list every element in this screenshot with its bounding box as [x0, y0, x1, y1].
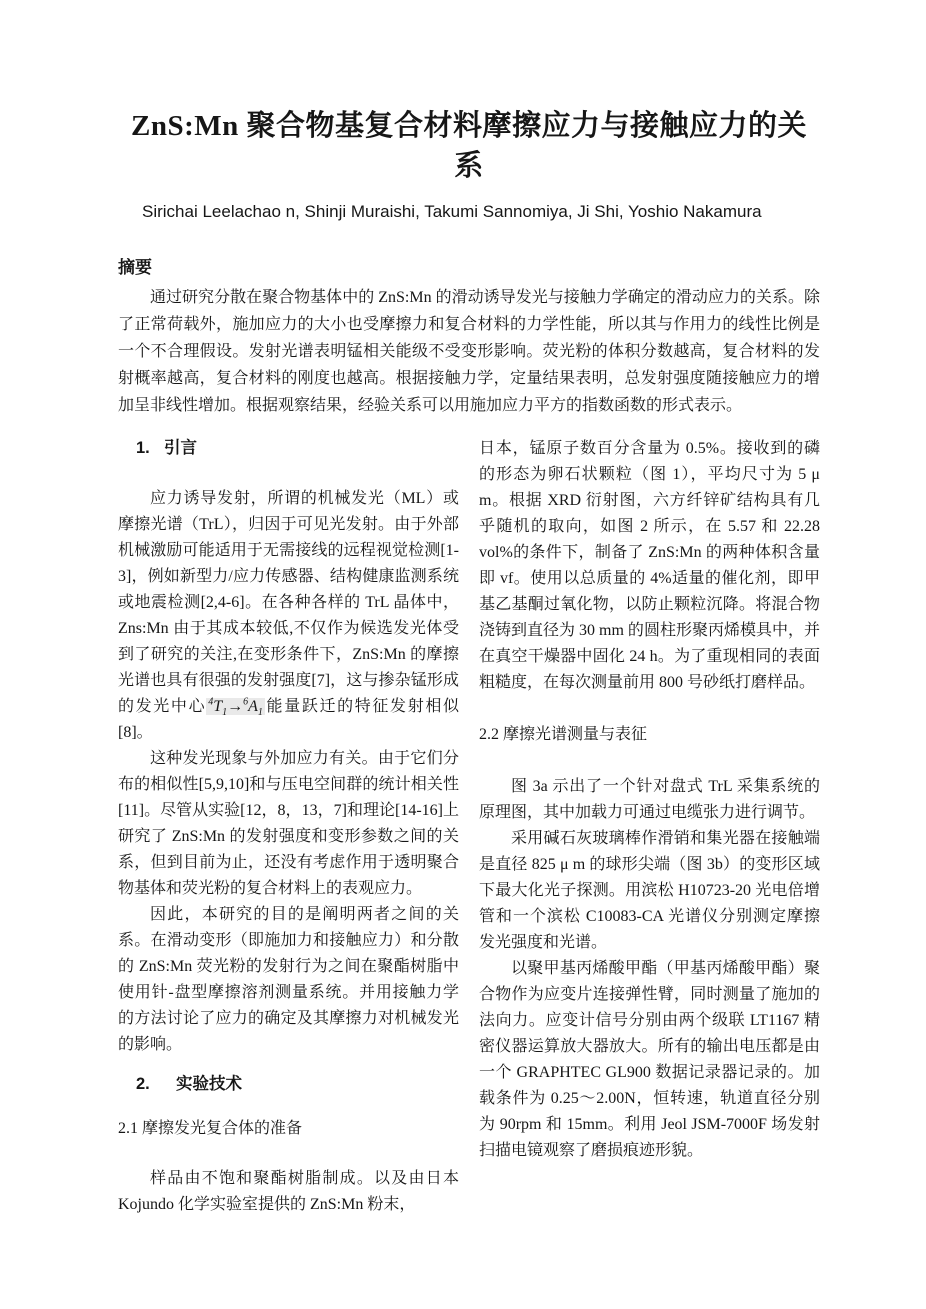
formula-arrow-icon: → — [227, 698, 244, 715]
intro-paragraph-2: 这种发光现象与外加应力有关。由于它们分布的相似性[5,9,10]和与压电空间群的统计相关性[11]。尽管从实验[12，8，13，7]和理论[14-16]上研究了 ZnS:Mn 的发射强度和变形参数之间的关系，但到目前为止，还没有考虑作用于透明聚合物基体和荧光粉的复合材料上的表观应力。 — [118, 750, 459, 897]
mn-transition-formula — [206, 696, 265, 719]
preparation-paragraph-continued: 日本，锰原子数百分含量为 0.5%。接收到的磷的形态为卵石状颗粒（图 1），平均尺寸为 5 μ m。根据 XRD 衍射图，六方纤锌矿结构具有几乎随机的取向，如图 2 所示，在 5.57 和 22.28 vol%的条件下，制备了 ZnS:Mn 的两种体积含量即 vf。使用以总质量的 4%适量的催化剂，即甲基乙基酮过氧化物，以防止颗粒沉降。将混合物浇铸到直径为 30 mm 的圆柱形聚丙烯模具中，并在真空干燥器中固化 24 h。为了重现相同的表面粗糙度，在每次测量前用 800 号砂纸打磨样品。 — [479, 440, 820, 691]
section-2-title: 实验技术 — [176, 1075, 242, 1093]
formula-sub-1b: 1 — [257, 707, 263, 719]
section-2-2-heading: 2.2 摩擦光谱测量与表征 — [479, 726, 648, 743]
authors-line: Sirichai Leelachao n, Shinji Muraishi, Takumi Sannomiya, Ji Shi, Yoshio Nakamura — [142, 202, 762, 221]
intro-paragraph-3: 因此，本研究的目的是阐明两者之间的关系。在滑动变形（即施加力和接触应力）和分散的 ZnS:Mn 荧光粉的发射行为之间在聚酯树脂中使用针-盘型摩擦溶剂测量系统。并用接触力学的方法讨论了应力的确定及其摩擦力对机械发光的影响。 — [118, 906, 459, 1053]
abstract-paragraph: 通过研究分散在聚合物基体中的 ZnS:Mn 的滑动诱导发光与接触力学确定的滑动应力的关系。除了正常荷载外，施加应力的大小也受摩擦力和复合材料的力学性能，所以其与作用力的线性比例是一个不合理假设。发射光谱表明锰相关能级不受变形影响。荧光粉的体积分数越高，复合材料的发射概率越高，复合材料的刚度也越高。根据接触力学，定量结果表明，总发射强度随接触应力的增加呈非线性增加。根据观察结果，经验关系可以用施加应力平方的指数函数的形式表示。 — [118, 289, 820, 414]
paper-title: ZnS:Mn 聚合物基复合材料摩擦应力与接触应力的关系 — [130, 110, 807, 182]
intro-paragraph-1-text-b: 能量跃迁的特征发射相似[8]。 — [118, 698, 459, 741]
section-1-number: 1. — [136, 439, 150, 457]
abstract-heading: 摘要 — [118, 258, 152, 277]
section-1-title: 引言 — [164, 439, 197, 457]
measurement-paragraph-3: 以聚甲基丙烯酸甲酯（甲基丙烯酸甲酯）聚合物作为应变片连接弹性臂，同时测量了施加的法向力。应变计信号分别由两个级联 LT1167 精密仪器运算放大器放大。所有的输出电压都是由一个 GRAPHTEC GL900 数据记录器记录的。加载条件为 0.25～2.00N，恒转速，轨道直径分别为 90rpm 和 15mm。利用 Jeol JSM-7000F 场发射扫描电镜观察了磨损痕迹形貌。 — [479, 960, 820, 1159]
formula-sup-6: 6 — [243, 696, 249, 708]
page-content — [118, 106, 820, 1218]
measurement-paragraph-2: 采用碱石灰玻璃棒作滑销和集光器在接触端是直径 825 μ m 的球形尖端（图 3b）的变形区域下最大化光子探测。用滨松 H10723-20 光电倍增管和一个滨松 C10083-CA 光谱仪分别测定摩擦发光强度和光谱。 — [479, 830, 820, 951]
left-column — [118, 436, 459, 1218]
intro-paragraph-1 — [118, 486, 459, 746]
two-column-area — [118, 436, 820, 1218]
formula-sub-1a: 1 — [222, 707, 228, 719]
formula-sup-4: 4 — [208, 696, 214, 708]
right-column — [479, 436, 820, 1218]
section-1-heading — [118, 436, 459, 460]
section-2-1-heading: 2.1 摩擦发光复合体的准备 — [118, 1120, 303, 1137]
preparation-paragraph: 样品由不饱和聚酯树脂制成。以及由日本 Kojundo 化学实验室提供的 ZnS:Mn 粉末， — [118, 1170, 459, 1213]
section-2-heading — [118, 1072, 459, 1096]
intro-paragraph-1-text-a: 应力诱导发射，所谓的机械发光（ML）或摩擦光谱（TrL），归因于可见光发射。由于外部机械激励可能适用于无需接线的远程视觉检测[1-3]，例如新型力/应力传感器、结构健康监测系统或地震检测[2,4-6]。在各种各样的 TrL 晶体中，Zns:Mn 由于其成本较低,不仅作为候选发光体受到了研究的关注,在变形条件下，ZnS:Mn 的摩擦光谱也具有很强的发射强度[7]，这与掺杂锰形成的发光中心 — [118, 490, 459, 715]
measurement-paragraph-1: 图 3a 示出了一个针对盘式 TrL 采集系统的原理图，其中加载力可通过电缆张力进行调节。 — [479, 778, 820, 821]
formula-term-t: T — [213, 698, 223, 715]
formula-term-a: A — [248, 698, 258, 715]
section-2-number: 2. — [136, 1075, 150, 1093]
